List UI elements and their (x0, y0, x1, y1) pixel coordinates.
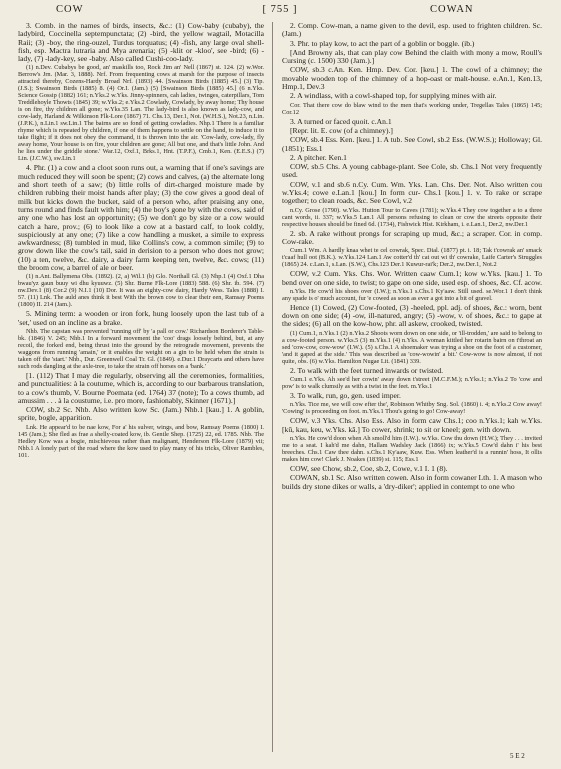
citation-block: Cor. That there cow do blaw wind to the men that's working under, Tregellas Tales (1865) 145; Cor.12 (282, 101, 542, 116)
definition-paragraph: 5. Mining term: a wooden or iron fork, hung loosely upon the last tub of a 'set,' used on an incline as a brake. (18, 309, 264, 327)
citation-block: n.Yks. Tice me, we will cow efter the', Robinson Whitby Sng. Sol. (1860) i. 4; n.Yks.2 Cow away! 'Cowing' is proceeding on foot. m.Yks.1 Thou's going to go! Cow-away! (282, 401, 542, 416)
definition-paragraph: 2. A pitcher. Ken.1 (290, 152, 347, 162)
page-number: [ 755 ] (262, 4, 298, 15)
definition-paragraph: 3. Comb. in the names of birds, insects, &c.: (1) Cow-baby (cubaby), the ladybird, Coccinella septempunctata; (2) -bird, the yellow wagtail, Motacilla Raii; (3) -boy, the ring-ouzel, Turdus torquatus; (4) -fish, any large oval shell-fish, esp. Mactra lutraria and Mya arenaria; (5) -klit or -kloo', see -bird; (6) -lady, (7) -lady-key, see -baby. Also called Cushi-coo-lady. (18, 22, 264, 64)
definition-paragraph: 2. Comp. Cow-man, a name given to the devil, esp. used to frighten children. Sc. (Jam.) (282, 22, 542, 39)
citation-block: (1) n.Ant. Ballymena Obs. (1892). (2, a) Wil.1 (b) Glo. Northall Gl. (3) Nhp.1 (4) Oxf.1 Dha bwau'yz gaun buuy wi dhu kyuuwz. (5) Shr. Burne Flk-Lore (1883) 588. (6) Shr. ib. 594. (7) nw.Dev.1 (8) Cor.2 (9) N.I.1 (10) Dor. It was an eighty-cow dairy, Hardy Wess. Tales (1888) I. 57. (11) Lnk. The auld anes think it best With the brown cow to clear their een, Ramsay Poems (1800) II. 214 (Jam.). (18, 273, 264, 309)
right-column (282, 22, 542, 755)
citation-block: Cum.1 e.Yks. Ah see'd her cowin' away down t'street (M.C.F.M.); n.Yks.1; n.Yks.2 To 'cow and pow' is to walk clumsily as with a twist in the feet. m.Yks.1 (282, 376, 542, 391)
signature-mark: 5 E 2 (510, 752, 525, 760)
citation-block: (1) n.Dev. Cubabys be good, an' maskills too, Rock Jim an' Nell (1867) st. 124. (2) w.Wor. Berrow's Jrn. (Mar. 3, 1888). Nrf. From frequenting cows at marsh for the purpose of insects attracted thereby, Cozens-Hardy Broad Nrf. (1893) 44. [Swainson Birds (1885) 45.] (3) Tip. (J.S.); Swainson Birds (1885) 8. (4) Or.I. (Jam.) (5) [Swainson Birds (1885) 45.] (6 n.Yks. Science Gossip (1882) 161; n.Yks.2 w.Yks. Jinny-spinners, cah ladies, twinges, caterpillars, Tom Treddlehoyle Thowts (1845) 39; w.Yks.2; e.Yks.2 Cowlady, Cowlady, by away home; Thy house is on fire, thy children all gone; w.Yks.35 Lan. The lady-bird is also known as lady-cow, and cow-lady, Harland & Wilkinson Flk-Lore (1867) 71. Chs.13, Der.1, Not. (W.H.S.), Not.23, n.Lin. (J.P.K.), n.Lin.1 sw.Lin.1 The bairns are so fond of getting cowladies. Nhp.1 There is a familiar rhyme which is repeated by children, if one of them happens to settle on the hand, to induce it to take flight; if it does not obey the command, it is thrown into the air. 'Cow-lady, cow-lady, fly away home, Your house is on fire, your children are gone; All but one, and that's little John. And he lies under the griddle stone.' War.12, Oxf.1, Brks.1, Hnt. (T.P.F.), Cmb.1, Ken. (E.E.S.) (7) Lin. (J.C.W.), sw.Lin.1 (18, 64, 264, 163)
definition-paragraph: [Repr. lit. E. cow (of a chimney).] (290, 125, 393, 135)
definition-paragraph: COW, sb.5 Chs. A young cabbage-plant. See Cole, sb. Chs.1 Not very frequently used. (282, 162, 542, 180)
definition-paragraph: COW, v.3 Yks. Chs. Also Ess. Also in form caw Chs.1; coo n.Yks.1; kah w.Yks. [kū, kau, keu, w.Yks. kā.] To cower, shrink; to sit or kneel; gen. with down. (282, 416, 542, 434)
left-column (18, 22, 264, 755)
column-divider (272, 22, 273, 752)
definition-paragraph: 4. Phr. (1) a cow and a cloot soon runs out, a warning that if one's savings are much reduced they will soon be spent; (2) cows and calves, (a) the alternate long and short teeth of a saw; (b) little rolls of dirt-charged moisture made by children rubbing their moist hands after play; (3) the cow gives a good deal of milk but kicks down the bucket, said of a person who, after praising any one, turns round and finds fault with him; (4) the boy's gone by with the cows, said of any one who has lost an opportunity; (5) we don't go by size or a cow would catch a hare, prov.; (6) to look like a cow at a bastard calf, to look coldly, suspiciously at any one; (7) like a cow handling a musket, a simile to express awkwardness; (8) tumbled in mud, like Collins's cow, a common simile; (9) to grow down like the cow's tail, said in derision to a person who does not grow; (10) a ten, twelve, &c. dairy, a dairy farm keeping ten, twelve, &c. cows; (11) the broom cow, a barrel of ale or beer. (18, 163, 264, 273)
definition-paragraph: 2. A windlass, with a cowl-shaped top, for supplying mines with air. (290, 91, 497, 101)
definition-paragraph: [And Browny als, that can play cow Behind the claith with mony a mow, Roull's Cursing (c. 1500) 330 (Jam.).] (282, 47, 542, 66)
definition-paragraph: COWAN, sb.1 Sc. Also written cowen. Also in form cowaner Lth. 1. A mason who builds dry stone dikes or walls, a 'dry-diker'; applied in contempt to one who (282, 473, 542, 491)
citation-block: Lnk. He appear'd to be nae kow, For a' his sulver, wings, and bow, Ramsay Poems (1800) I. 145 (Jam.); She fled as frae a shelly-coated kow, ib. Gentle Shep. (1725) 22, ed. 1785. Nhb. The Hedley Kow was a bogie, mischievous rather than malignant, Henderson Flk-Lore (1879) vii; Nhb.1 A lonely part of the road where the kow used to play many of his tricks, Oliver Rambles, 101. (18, 423, 264, 459)
citation-block: (1) Cum.1, n.Yks.1 (2) n.Yks.2 Shoots worn down on one side, or 'ill-trodden,' are said to belong to a cow-footed person. w.Yks.5 (3) m.Yks.1 (4) n.Yks. A woman kittled her rotarin bairn on t'throat an sed 'cow-cow, cow-wow' (I.W.). (5) s.Chs.1 A shoemaker was trying a shoe on the foot of a customer, 'and it gaped at the side.' This was described as 'cow-wowin' a bit.' Cow-wow is now almost, if not quite, obs. (6) w.Yks. Hamilton Nugae Lit. (1841) 339. (282, 329, 542, 365)
definition-paragraph: Hence (1) Cowed, (2) Cow-footed, (3) -heeled, ppl. adj. of shoes, &c.: worn, bent down on one side; (4) -ow, ill-natured, angry; (5) -wow, v. of shoes, &c.: to gape at the sides; (6) all on the kow-how, phr. all askew, crooked, twisted. (282, 302, 542, 329)
definition-paragraph: [1. (112) That I may die regularly, observing all the ceremonies, formalities, and punctualities: à la coutume, which is, according to our barbarous translation, to a cow's thumb, V. Bourne Poemata (ed. 1764) 37 (note); To a cows thumb, ad amussim . . . à la coustume, i.e. pro more, fashionably, Skinner (1671).] (18, 370, 264, 405)
definition-paragraph: 3. To walk, run, go, gen. used imper. (290, 391, 401, 401)
citation-block: Cum.1 Wm. A hardly knaa whet te cel cowrak, Spec. Dial. (1877) pt. i. 18; Tak t'cowrak an' smack t'caaf hull oot (B.K.). w.Yks.124 Lan.1 Aw cotter'd th' cat out wi th' cowrake, Laife Carter's Struggles (1865) 24. c.Lan.1, s.Lan. (S.W.), Chs.123 Der.1 Kuwur-rai'k; Der.2, nw.Der.1, Not.2 (282, 247, 542, 269)
running-head (0, 0, 561, 22)
citation-block: n.Yks. He cow'd his shoes over (I.W.); n.Yks.1 s.Chs.1 Ky'aaw. Still used. se.Wor.1 I don't think any spade is o' much account, fur 'e cowed as soon as ever a got into a bit of gravel. (282, 287, 542, 302)
definition-paragraph: 2. sb. A rake without prongs for scraping up mud, &c.; a scraper. Cor. in comp. Cow-rake. (282, 228, 542, 246)
definition-paragraph: 3. A turned or faced quoit. c.An.1 (290, 116, 392, 126)
definition-paragraph: 2. To walk with the feet turned inwards or twisted. (290, 365, 444, 375)
definition-paragraph: COW, sb.3 c.An. Ken. Hmp. Dev. Cor. [keu.] 1. The cowl of a chimney; the movable wooden top of the chimney of a hop-oast or malt-house. e.An.1, Ken.13, Hmp.1, Dev.3 (282, 65, 542, 92)
citation-block: Nhb. The capstan was prevented 'running off' by 'a pall or cow.' Richardson Borderer's Table-bk. (1846) V. 245; Nhb.1 In a forward movement the 'coo' drags loosely behind, but, at any recoil, the forked end, being thrust into the ground by the retrograde movement, prevents the waggons from running 'amain,' or it enables the weight on a gin to be held when the strain is taken off the 'start.' Nhb., Dur. Greenwell Coal Tr. Gl. (1849). e.Dur.1 Draycarts and others have such rods dangling at the axle-tree, to take the strain off horses on a 'bank.' (18, 327, 264, 370)
definition-paragraph: COW, v.2 Cum. Yks. Chs. Wor. Written caaw Cum.1; kow w.Yks. [kau.] 1. To bend over on one side, to twist; to gape on one side, used esp. of shoes, &c. Cf. acow. (282, 269, 542, 287)
definition-paragraph: COW, v.1 and sb.6 n.Cy. Cum. Wm. Yks. Lan. Chs. Der. Not. Also written cou w.Yks.4; cowe e.Lan.1 [kou.] In form cur- Chs.1 [kou.] 1. v. To rake or scrape together; to clean roads, &c. See Cowl, v.2 (282, 179, 542, 206)
header-right-word: COWAN (430, 4, 474, 15)
definition-paragraph: COW, see Chow, sb.2, Coe, sb.2, Cowe, v.1 I. 1 (8). (290, 463, 448, 473)
definition-paragraph: 3. Phr. to play kow, to act the part of a goblin or boggle. (ib.) (290, 38, 475, 48)
definition-paragraph: COW, sb.4 Ess. Ken. [keu.] 1. A tub. See Cowl, sb.2 Ess. (W.W.S.); Holloway; Gl. (1851); Ess.1 (282, 135, 542, 153)
citation-block: n.Cy. Grose (1790). w.Yks. Hutton Tour to Caves (1781); w.Yks.4 They cow together a to a three cant words, ii. 337; w.Yks.5 Lan.1 All persons refusing to clean or cow the streets opposite their respective houses should be fined 6d. (1734), Fishwick Hist. Kirkham, i. e.Lan.1, Der.2, nw.Der.1 (282, 206, 542, 228)
definition-paragraph: COW, sb.2 Sc. Nhb. Also written kow Sc. (Jam.) Nhb.1 [kau.] 1. A goblin, sprite, bogle, apparition. (18, 405, 264, 423)
citation-block: n.Yks. He cow'd doon when Ah smoll'd him (I.W.). w.Yks. Cow thu down (H.W.); They . . . invited me to a seat. I kah'd me dahn, Hallam Wadsley Jack (1866) ix; w.Yks.5 Cow'd dahn i' his best breeches. Chs.1 Caw thee dahn. s.Chs.1 Ky'aaw, Kuw. Ess. When leather'd is a runnin' hoss, It ollis makes him cow! Clark J. Noakes (1839) st. 115; Ess.1 (282, 434, 542, 463)
header-left-word: COW (56, 4, 84, 15)
